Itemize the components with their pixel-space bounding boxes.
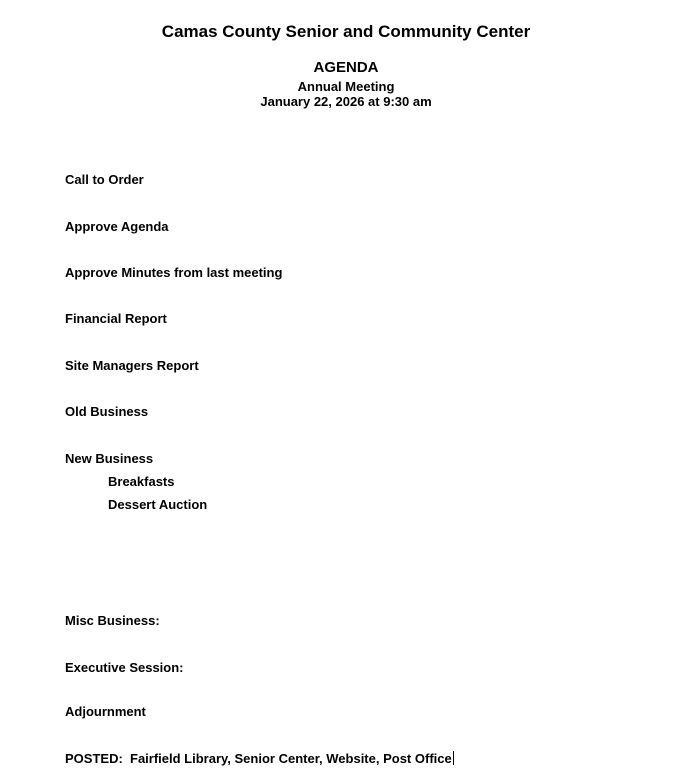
agenda-item-call-to-order: Call to Order [65, 172, 144, 187]
agenda-item-adjournment: Adjournment [65, 704, 146, 719]
agenda-item-old-business: Old Business [65, 404, 149, 419]
agenda-item-misc-business: Misc Business: [65, 613, 160, 628]
agenda-item-executive-session: Executive Session: [65, 660, 184, 675]
organization-title: Camas County Senior and Community Center [161, 22, 531, 41]
new-business-subitem-dessert-auction: Dessert Auction [108, 497, 208, 512]
agenda-item-site-managers-report: Site Managers Report [65, 358, 199, 373]
posted-locations-text: POSTED: Fairfield Library, Senior Center, Website, Post Office [65, 751, 452, 766]
meeting-type: Annual Meeting [297, 79, 395, 94]
agenda-item-approve-agenda: Approve Agenda [65, 219, 169, 234]
agenda-item-financial-report: Financial Report [65, 311, 167, 326]
agenda-item-approve-minutes: Approve Minutes from last meeting [65, 265, 283, 280]
document-heading: AGENDA [313, 59, 379, 76]
meeting-datetime: January 22, 2026 at 9:30 am [260, 94, 432, 109]
posted-locations-line[interactable] [65, 751, 454, 766]
agenda-item-new-business: New Business [65, 451, 154, 466]
new-business-subitem-breakfasts: Breakfasts [108, 474, 175, 489]
text-cursor [453, 751, 454, 765]
